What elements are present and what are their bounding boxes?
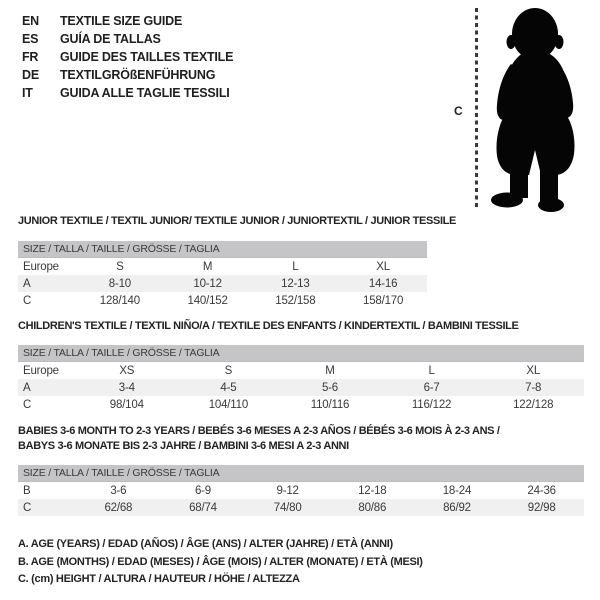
size-cell: M [325, 364, 335, 377]
language-row-fr [22, 48, 233, 66]
size-cell: 12-13 [281, 277, 310, 290]
language-title: TEXTILE SIZE GUIDE [60, 14, 183, 28]
row-label: Europe [23, 364, 59, 377]
table-row-age [18, 275, 427, 292]
language-title: GUÍA DE TALLAS [60, 32, 161, 46]
legend-footnotes [18, 536, 423, 589]
footnote-age-years: A. AGE (YEARS) / EDAD (AÑOS) / ÂGE (ANS) / ALTER (JAHRE) / ETÀ (ANNI) [18, 538, 393, 550]
junior-section-title: JUNIOR TEXTILE / TEXTIL JUNIOR/ TEXTILE JUNIOR / JUNIORTEXTIL / JUNIOR TESSILE [18, 215, 457, 227]
language-header [22, 12, 233, 102]
language-code: EN [22, 14, 39, 28]
language-row-de [22, 66, 233, 84]
size-header-bar: SIZE / TALLA / TAILLE / GRÖSSE / TAGLIA [18, 465, 584, 482]
babies-title-line2: BABYS 3-6 MONATE BIS 2-3 JAHRE / BAMBINI 3-6 MESI A 2-3 ANNI [18, 440, 349, 452]
table-row-height [18, 292, 427, 309]
size-cell: 80/86 [358, 501, 387, 514]
row-label: A [23, 277, 31, 290]
language-code: ES [22, 32, 39, 46]
language-code: FR [22, 50, 39, 64]
children-size-table [18, 345, 584, 413]
size-cell: 92/98 [527, 501, 556, 514]
language-row-en [22, 12, 233, 30]
size-cell: L [428, 364, 435, 377]
size-cell: 104/110 [208, 398, 249, 411]
size-cell: 18-24 [442, 484, 472, 497]
language-row-es [22, 30, 233, 48]
language-row-it [22, 84, 233, 102]
size-cell: 3-6 [110, 484, 127, 497]
table-row-europe [18, 258, 427, 275]
size-cell: 10-12 [193, 277, 222, 290]
size-cell: 7-8 [525, 381, 542, 394]
size-cell: M [202, 260, 213, 273]
size-cell: 122/128 [513, 398, 554, 411]
table-row-europe [18, 362, 584, 379]
size-cell: XS [119, 364, 135, 377]
size-cell: S [224, 364, 233, 377]
height-measure-figure [452, 4, 600, 214]
babies-section-title [18, 424, 500, 454]
size-cell: 140/152 [187, 294, 228, 307]
size-header-bar: SIZE / TALLA / TAILLE / GRÖSSE / TAGLIA [18, 241, 427, 258]
table-row-age-months [18, 482, 584, 499]
language-title: GUIDE DES TAILLES TEXTILE [60, 50, 234, 64]
footnote-age-months: B. AGE (MONTHS) / EDAD (MESES) / ÂGE (MOIS) / ALTER (MONATE) / ETÀ (MESI) [18, 555, 423, 568]
size-cell: 9-12 [276, 484, 299, 497]
table-row-height [18, 499, 584, 516]
size-cell: 68/74 [189, 501, 217, 514]
size-cell: 98/104 [109, 398, 144, 411]
children-section-title: CHILDREN'S TEXTILE / TEXTIL NIÑO/A / TEXTILE DES ENFANTS / KINDERTEXTIL / BAMBINI TESSILE [18, 320, 519, 332]
language-code: DE [22, 68, 39, 82]
footnote-height: C. (cm) HEIGHT / ALTURA / HAUTEUR / HÖHE / ALTEZZA [18, 573, 300, 585]
row-label: B [23, 484, 31, 497]
size-cell: S [116, 260, 124, 273]
row-label: C [23, 501, 32, 514]
junior-size-table [18, 241, 427, 309]
size-cell: 110/116 [310, 398, 350, 411]
size-cell: XL [526, 364, 541, 377]
babies-size-table [18, 465, 584, 516]
size-cell: L [292, 260, 299, 273]
size-header-bar: SIZE / TALLA / TAILLE / GRÖSSE / TAGLIA [18, 345, 584, 362]
size-cell: 5-6 [321, 381, 338, 394]
size-cell: 14-16 [368, 277, 398, 290]
language-title: GUIDA ALLE TAGLIE TESSILI [60, 86, 230, 100]
size-cell: 128/140 [99, 294, 140, 307]
babies-title-line1: BABIES 3-6 MONTH TO 2-3 YEARS / BEBÉS 3-6 MESES A 2-3 AÑOS / BÉBÉS 3-6 MOIS À 2-3 ANS / [18, 425, 500, 437]
size-cell: 62/68 [104, 501, 133, 514]
row-label: C [23, 294, 32, 307]
row-label: Europe [23, 260, 59, 273]
toddler-silhouette-icon [478, 6, 593, 212]
size-cell: 158/170 [363, 294, 404, 307]
size-cell: XL [376, 260, 390, 273]
size-cell: 12-18 [358, 484, 387, 497]
size-cell: 152/158 [275, 294, 316, 307]
size-cell: 4-5 [220, 381, 237, 394]
table-row-age [18, 379, 584, 396]
size-cell: 74/80 [273, 501, 302, 514]
row-label: C [23, 398, 32, 411]
size-cell: 86/92 [443, 501, 471, 514]
size-cell: 3-4 [118, 381, 135, 394]
table-row-height [18, 396, 584, 413]
row-label: A [23, 381, 31, 394]
height-measure-label: C [454, 104, 463, 118]
size-cell: 8-10 [108, 277, 131, 290]
size-cell: 6-9 [194, 484, 211, 497]
language-code: IT [22, 86, 33, 100]
language-title: TEXTILGRÖßENFÜHRUNG [60, 68, 216, 82]
size-cell: 116/122 [411, 398, 452, 411]
size-cell: 24-36 [527, 484, 556, 497]
size-cell: 6-7 [423, 381, 440, 394]
